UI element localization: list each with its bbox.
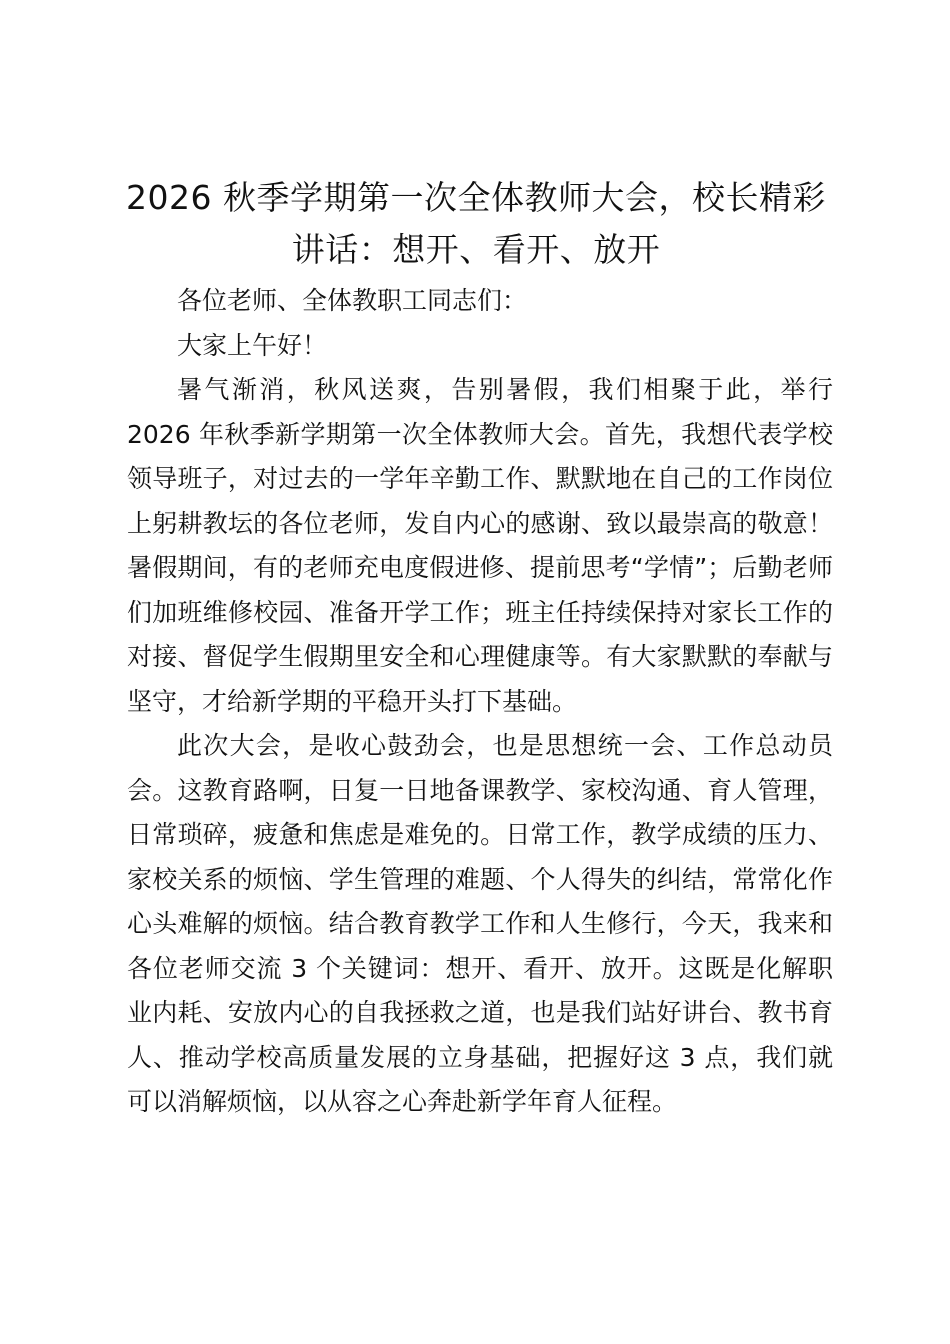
salutation: 各位老师、全体教职工同志们： (177, 286, 528, 315)
greeting: 大家上午好！ (177, 330, 328, 360)
document-title: 2026 秋季学期第一次全体教师大会，校长精彩讲话：想开、看开、放开 (126, 178, 826, 269)
body-paragraph: 此次大会，是收心鼓劲会，也是思想统一会、工作总动员会。这教育路啊，日复一日地备课教学、家校沟通、育人管理，日常琐碎，疲惫和焦虑是难免的。日常工作，教学成绩的压力、家校关系的烦恼、学生管理的难题、个人得失的纠结，常常化作心头难解的烦恼。结合教育教学工作和人生修行，今天，我来和各位老师交流 3 个关键词：想开、看开、放开。这既是化解职业内耗、安放内心的自我拯救之道，也是我们站好讲台、教书育人、推动学校高质量发展的立身基础，把握好这 3 点，我们就可以消解烦恼，以从容之心奔赴新学年育人征程。 (127, 731, 833, 1116)
document-body (127, 279, 833, 1125)
body-paragraph: 暑气渐消，秋风送爽，告别暑假，我们相聚于此，举行 2026 年秋季新学期第一次全体教师大会。首先，我想代表学校领导班子，对过去的一学年辛勤工作、默默地在自己的工作岗位上躬耕教坛的各位老师，发自内心的感谢、致以最崇高的敬意！暑假期间，有的老师充电度假进修、提前思考“学情”；后勤老师们加班维修校园、准备开学工作；班主任持续保持对家长工作的对接、督促学生假期里安全和心理健康等。有大家默默的奉献与坚守，才给新学期的平稳开头打下基础。 (127, 375, 833, 716)
